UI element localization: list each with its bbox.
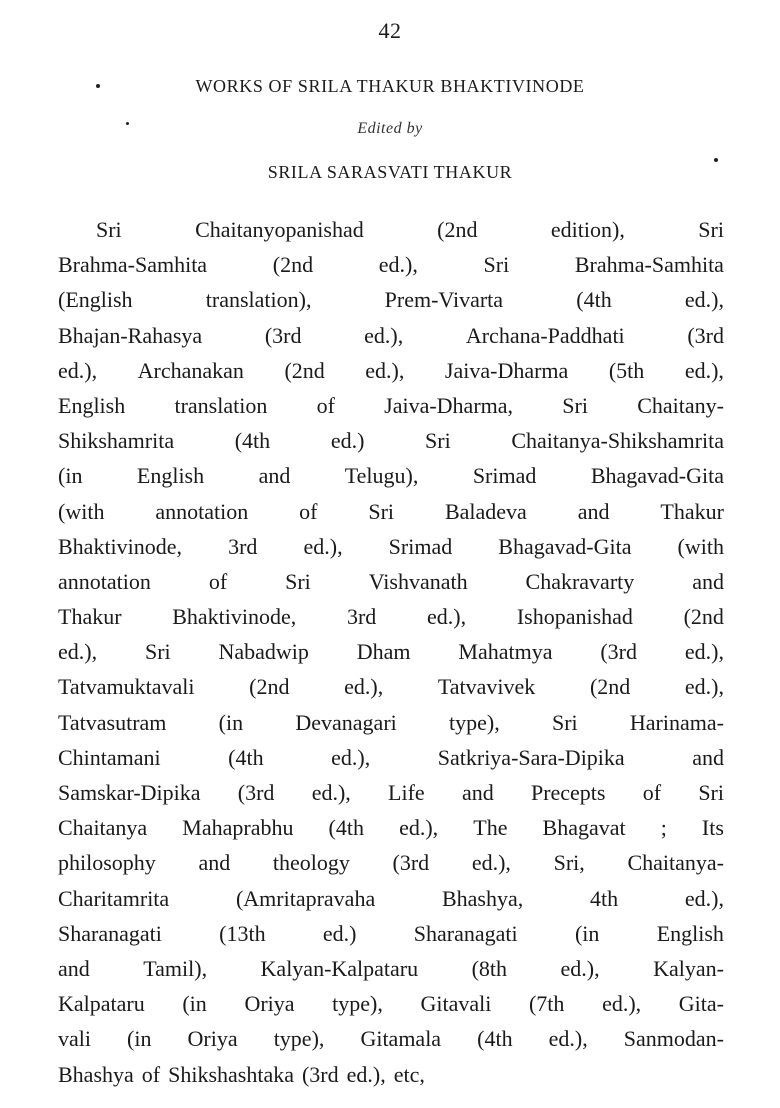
word: Oriya bbox=[187, 1026, 238, 1052]
word: Mahatmya bbox=[458, 639, 553, 665]
word: ed.) bbox=[330, 428, 365, 454]
word: (in bbox=[58, 463, 83, 489]
word: ed.), bbox=[684, 885, 724, 911]
word: Gitavali bbox=[420, 991, 492, 1017]
word: ed.), bbox=[346, 1061, 386, 1087]
word: Sri bbox=[698, 217, 724, 242]
word: ed.), bbox=[602, 991, 642, 1017]
word: and bbox=[692, 568, 724, 594]
text-line bbox=[58, 1057, 724, 1092]
word: type), bbox=[332, 991, 383, 1017]
word: Telugu), bbox=[344, 463, 419, 489]
word: Kalyan- bbox=[653, 955, 724, 981]
word: (with bbox=[677, 533, 724, 559]
word: (4th bbox=[228, 744, 264, 770]
text-line bbox=[58, 810, 724, 845]
word: English bbox=[136, 463, 205, 489]
word: Sharanagati bbox=[58, 920, 162, 946]
word: (4th bbox=[328, 815, 364, 841]
word: Sanmodan- bbox=[623, 1026, 724, 1052]
text-line bbox=[58, 881, 724, 916]
word: ed.), bbox=[684, 357, 724, 383]
word: Precepts bbox=[530, 780, 606, 805]
text-line bbox=[58, 458, 724, 493]
word: Tatvavivek bbox=[437, 674, 536, 700]
word: (3rd bbox=[264, 322, 302, 348]
page-number: 42 bbox=[378, 18, 402, 43]
word: Bhaktivinode, bbox=[58, 533, 183, 559]
word: (2nd bbox=[683, 604, 724, 630]
print-speck bbox=[96, 84, 100, 88]
word: Gita- bbox=[678, 991, 724, 1017]
text-line bbox=[58, 564, 724, 599]
text-line bbox=[58, 423, 724, 458]
word: (13th bbox=[219, 920, 266, 946]
text-line bbox=[58, 740, 724, 775]
word: 4th bbox=[590, 885, 619, 911]
word: Ishopanishad bbox=[516, 604, 633, 630]
text-line bbox=[58, 1021, 724, 1056]
word: ed.), bbox=[344, 674, 384, 700]
word: Tatvamuktavali bbox=[58, 674, 195, 700]
word: Thakur bbox=[58, 604, 122, 630]
text-line bbox=[58, 212, 724, 247]
edited-by-caption: Edited by bbox=[357, 120, 423, 137]
text-line bbox=[58, 986, 724, 1021]
word: Nabadwip bbox=[218, 639, 309, 665]
word: ed.), bbox=[303, 533, 343, 559]
word: Jaiva-Dharma bbox=[444, 357, 569, 383]
word: Tatvasutram bbox=[58, 709, 167, 735]
word: (3rd bbox=[301, 1061, 339, 1087]
word: ; bbox=[660, 815, 667, 841]
word: ed.), bbox=[378, 252, 418, 278]
word: Sharanagati bbox=[413, 920, 518, 946]
text-line bbox=[58, 353, 724, 388]
word: Sri bbox=[698, 780, 724, 805]
section-title: WORKS OF SRILA THAKUR BHAKTIVINODE bbox=[195, 76, 585, 96]
word: Archanakan bbox=[137, 357, 244, 383]
word: (5th bbox=[608, 357, 645, 383]
word: Srimad bbox=[388, 533, 453, 559]
word: Mahaprabhu bbox=[182, 815, 294, 841]
word: (in bbox=[218, 709, 244, 735]
word: and bbox=[198, 850, 231, 876]
word: (4th bbox=[576, 287, 612, 313]
word: Shikshamrita bbox=[58, 428, 175, 454]
word: Archana-Paddhati bbox=[465, 322, 625, 348]
word: Sri bbox=[285, 568, 311, 594]
word: Bhagavat bbox=[542, 815, 626, 841]
word: ed.), bbox=[684, 674, 724, 700]
word: Kalyan-Kalpataru bbox=[260, 955, 419, 981]
word: Sri bbox=[562, 392, 588, 418]
word: (3rd bbox=[392, 850, 430, 876]
word: Sri bbox=[368, 498, 395, 524]
word: Baladeva bbox=[444, 498, 527, 524]
word: Bhagavad-Gita bbox=[498, 533, 632, 559]
word: (English bbox=[58, 287, 133, 313]
word: Chaitany- bbox=[637, 392, 724, 418]
word: English bbox=[58, 392, 126, 418]
word: Kalpataru bbox=[58, 991, 145, 1017]
text-line bbox=[58, 282, 724, 317]
text-line bbox=[58, 247, 724, 282]
word: Prem-Vivarta bbox=[384, 287, 504, 313]
word: (2nd bbox=[272, 252, 314, 278]
word: Thakur bbox=[660, 498, 724, 524]
word: (with bbox=[58, 498, 105, 524]
word: ed.), bbox=[471, 850, 511, 876]
word: and bbox=[58, 955, 90, 981]
word: (2nd bbox=[284, 357, 325, 383]
word: Sri bbox=[551, 709, 578, 735]
text-line bbox=[58, 775, 724, 810]
editor-name: SRILA SARASVATI THAKUR bbox=[267, 162, 513, 182]
word: Chakravarty bbox=[525, 568, 635, 594]
word: Brahma-Samhita bbox=[574, 252, 724, 278]
word: theology bbox=[272, 850, 350, 876]
word: (7th bbox=[528, 991, 565, 1017]
word: ed.), bbox=[58, 357, 98, 383]
text-line bbox=[58, 916, 724, 951]
word: vali bbox=[58, 1026, 91, 1052]
word: ed.), bbox=[331, 744, 371, 770]
word: Sri bbox=[96, 217, 122, 242]
word: Harinama- bbox=[629, 709, 724, 735]
word: 3rd bbox=[346, 604, 377, 630]
word: type), bbox=[449, 709, 500, 735]
word: ed.), bbox=[548, 1026, 588, 1052]
word: Oriya bbox=[244, 991, 295, 1017]
word: (2nd bbox=[437, 217, 478, 242]
word: Sri bbox=[144, 639, 171, 665]
works-list-paragraph bbox=[58, 212, 724, 1092]
word: ed.), bbox=[364, 322, 404, 348]
word: type), bbox=[273, 1026, 325, 1052]
word: (8th bbox=[471, 955, 508, 981]
text-line bbox=[58, 669, 724, 704]
word: of bbox=[299, 498, 318, 524]
word: philosophy bbox=[58, 850, 156, 876]
word: (2nd bbox=[249, 674, 290, 700]
word: Brahma-Samhita bbox=[58, 252, 208, 278]
word: of bbox=[642, 780, 662, 805]
word: Life bbox=[388, 780, 425, 805]
word: ed.), bbox=[684, 639, 724, 665]
text-line bbox=[58, 951, 724, 986]
word: edition), bbox=[550, 217, 625, 242]
text-line bbox=[58, 599, 724, 634]
text-line bbox=[58, 494, 724, 529]
word: Bhashya bbox=[58, 1061, 134, 1087]
word: ed.), bbox=[427, 604, 467, 630]
word: (in bbox=[574, 920, 600, 946]
word: and bbox=[461, 780, 494, 805]
word: and bbox=[258, 463, 291, 489]
word: ed.), bbox=[399, 815, 439, 841]
word: ed.), bbox=[560, 955, 600, 981]
word: Tamil), bbox=[143, 955, 208, 981]
word: annotation bbox=[58, 568, 151, 594]
word: Chaitanya-Shikshamrita bbox=[511, 428, 724, 454]
word: The bbox=[473, 815, 508, 841]
word: (4th bbox=[234, 428, 271, 454]
word: ed.) bbox=[322, 920, 357, 946]
word: (3rd bbox=[600, 639, 638, 665]
word: ed.), bbox=[58, 639, 98, 665]
text-line bbox=[58, 529, 724, 564]
word: Satkriya-Sara-Dipika bbox=[437, 744, 625, 770]
word: (3rd bbox=[687, 322, 724, 348]
word: Bhashya, bbox=[441, 885, 524, 911]
word: annotation bbox=[155, 498, 249, 524]
word: Bhajan-Rahasya bbox=[58, 322, 203, 348]
text-line bbox=[58, 634, 724, 669]
word: etc, bbox=[393, 1061, 425, 1087]
word: Jaiva-Dharma, bbox=[384, 392, 514, 418]
word: (3rd bbox=[237, 780, 275, 805]
word: Srimad bbox=[472, 463, 537, 489]
word: Sri, bbox=[553, 850, 585, 876]
word: (Amritapravaha bbox=[235, 885, 376, 911]
word: Chaitanyopanishad bbox=[195, 217, 364, 242]
word: Devanagari bbox=[295, 709, 397, 735]
word: of bbox=[208, 568, 228, 594]
print-speck bbox=[714, 158, 718, 162]
word: Its bbox=[701, 815, 724, 841]
word: of bbox=[141, 1061, 161, 1087]
word: 3rd bbox=[228, 533, 258, 559]
word: Gitamala bbox=[360, 1026, 442, 1052]
word: of bbox=[316, 392, 335, 418]
word: Chintamani bbox=[58, 744, 161, 770]
word: Bhaktivinode, bbox=[172, 604, 297, 630]
word: Charitamrita bbox=[58, 885, 170, 911]
word: Shikshashtaka bbox=[168, 1061, 294, 1087]
word: Chaitanya- bbox=[627, 850, 724, 876]
word: (in bbox=[127, 1026, 152, 1052]
word: Sri bbox=[425, 428, 451, 454]
text-line bbox=[58, 318, 724, 353]
word: ed.), bbox=[365, 357, 405, 383]
text-line bbox=[58, 388, 724, 423]
word: Samskar-Dipika bbox=[58, 780, 201, 805]
word: (2nd bbox=[589, 674, 631, 700]
word: Vishvanath bbox=[368, 568, 468, 594]
word: ed.), bbox=[684, 287, 724, 313]
word: ed.), bbox=[311, 780, 351, 805]
text-line bbox=[58, 705, 724, 740]
word: and bbox=[577, 498, 610, 524]
word: Bhagavad-Gita bbox=[590, 463, 724, 489]
word: (4th bbox=[477, 1026, 513, 1052]
word: translation), bbox=[205, 287, 312, 313]
word: translation bbox=[174, 392, 268, 418]
word: Dham bbox=[356, 639, 411, 665]
word: Sri bbox=[483, 252, 510, 278]
word: and bbox=[692, 744, 724, 770]
word: (in bbox=[182, 991, 207, 1017]
word: English bbox=[656, 920, 724, 946]
print-speck bbox=[126, 122, 129, 125]
word: Chaitanya bbox=[58, 815, 148, 841]
text-line bbox=[58, 845, 724, 880]
